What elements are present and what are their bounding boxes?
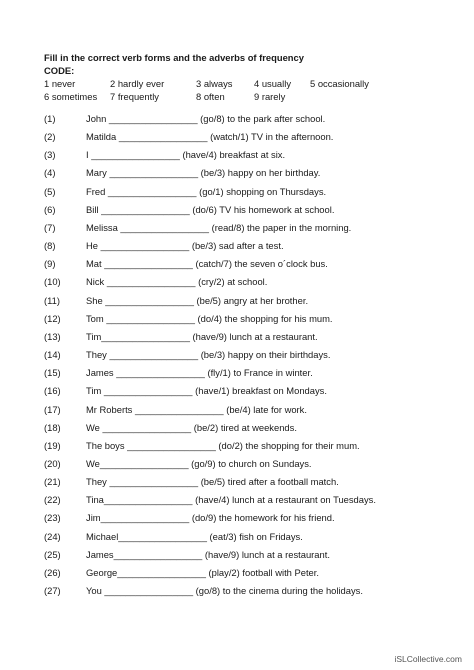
item-sentence: Tim _________________ (have/1) breakfast on Mondays. <box>86 385 327 397</box>
item-number: (13) <box>44 330 61 342</box>
item-sentence: James_________________ (have/9) lunch at a restaurant. <box>86 548 330 560</box>
item-sentence: Tim_________________ (have/9) lunch at a restaurant. <box>86 330 318 342</box>
item-sentence: She _________________ (be/5) angry at her brother. <box>86 294 309 306</box>
item-number: (14) <box>44 349 61 361</box>
item-number: (26) <box>44 566 61 578</box>
item-number: (17) <box>44 403 61 415</box>
item-number: (25) <box>44 548 61 560</box>
code-item: 4 usually <box>254 78 292 89</box>
code-item: 1 never <box>44 78 76 89</box>
item-sentence: Michael_________________ (eat/3) fish on Fridays. <box>86 530 303 542</box>
item-number: (9) <box>44 258 56 270</box>
exercise-item <box>44 130 444 148</box>
code-item: 7 frequently <box>110 91 159 102</box>
item-number: (6) <box>44 203 56 215</box>
item-number: (24) <box>44 530 61 542</box>
code-item: 5 occasionally <box>310 78 369 89</box>
exercise-item <box>44 275 444 293</box>
item-sentence: James _________________ (fly/1) to France in winter. <box>86 367 313 379</box>
code-item: 8 often <box>196 91 225 102</box>
exercise-item <box>44 203 444 221</box>
site-watermark: iSLCollective.com <box>394 654 462 664</box>
item-sentence: Jim_________________ (do/9) the homework for his friend. <box>86 512 335 524</box>
exercise-item <box>44 294 444 312</box>
item-sentence: The boys _________________ (do/2) the shopping for their mum. <box>86 439 360 451</box>
item-sentence: Melissa _________________ (read/8) the paper in the morning. <box>86 221 352 233</box>
exercise-item <box>44 148 444 166</box>
exercise-item <box>44 185 444 203</box>
item-number: (23) <box>44 512 61 524</box>
worksheet <box>44 52 444 597</box>
item-number: (7) <box>44 221 56 233</box>
item-sentence: They _________________ (be/3) happy on their birthdays. <box>86 349 331 361</box>
item-sentence: We _________________ (be/2) tired at weekends. <box>86 421 297 433</box>
item-sentence: Tom _________________ (do/4) the shopping for his mum. <box>86 312 333 324</box>
item-sentence: They _________________ (be/5) tired after a football match. <box>86 476 339 488</box>
exercise-item <box>44 421 444 439</box>
item-sentence: John _________________ (go/8) to the park after school. <box>86 113 326 124</box>
item-sentence: You _________________ (go/8) to the cinema during the holidays. <box>86 585 363 597</box>
item-sentence: Tina_________________ (have/4) lunch at a restaurant on Tuesdays. <box>86 494 376 506</box>
exercise-item <box>44 548 444 566</box>
exercise-item <box>44 366 444 384</box>
item-number: (20) <box>44 457 61 469</box>
exercise-item <box>44 439 444 457</box>
item-sentence: Bill _________________ (do/6) TV his homework at school. <box>86 203 335 215</box>
exercise-item <box>44 530 444 548</box>
exercise-item <box>44 457 444 475</box>
item-sentence: He _________________ (be/3) sad after a test. <box>86 240 284 252</box>
item-number: (10) <box>44 276 61 288</box>
item-number: (16) <box>44 385 61 397</box>
exercise-item <box>44 566 444 584</box>
code-item: 6 sometimes <box>44 91 98 102</box>
item-sentence: Mr Roberts _________________ (be/4) late for work. <box>86 403 307 415</box>
exercise-item <box>44 257 444 275</box>
exercise-item <box>44 221 444 239</box>
worksheet-title: Fill in the correct verb forms and the adverbs of frequency <box>44 52 304 63</box>
exercise-item <box>44 112 444 130</box>
code-item: 9 rarely <box>254 91 286 102</box>
item-sentence: Matilda _________________ (watch/1) TV in the afternoon. <box>86 131 334 143</box>
item-number: (19) <box>44 439 61 451</box>
item-sentence: George_________________ (play/2) football with Peter. <box>86 566 319 578</box>
item-number: (18) <box>44 421 61 433</box>
exercise-list <box>44 112 444 602</box>
item-number: (5) <box>44 185 56 197</box>
code-item: 2 hardly ever <box>110 78 165 89</box>
item-number: (8) <box>44 240 56 252</box>
exercise-item <box>44 511 444 529</box>
exercise-item <box>44 166 444 184</box>
item-sentence: Mary _________________ (be/3) happy on her birthday. <box>86 167 321 179</box>
item-sentence: I _________________ (have/4) breakfast at six. <box>86 149 286 161</box>
item-number: (11) <box>44 294 60 306</box>
item-number: (12) <box>44 312 61 324</box>
code-item: 3 always <box>196 78 233 89</box>
item-sentence: Nick _________________ (cry/2) at school. <box>86 276 268 288</box>
exercise-item <box>44 330 444 348</box>
exercise-item <box>44 403 444 421</box>
exercise-item <box>44 312 444 330</box>
item-number: (2) <box>44 131 56 143</box>
exercise-item <box>44 475 444 493</box>
item-number: (21) <box>44 476 61 488</box>
code-label: CODE: <box>44 65 75 76</box>
item-sentence: Fred _________________ (go/1) shopping on Thursdays. <box>86 185 327 197</box>
exercise-item <box>44 348 444 366</box>
exercise-item <box>44 493 444 511</box>
item-number: (3) <box>44 149 56 161</box>
item-sentence: Mat _________________ (catch/7) the seven o´clock bus. <box>86 258 328 270</box>
item-number: (4) <box>44 167 56 179</box>
item-number: (22) <box>44 494 61 506</box>
item-number: (1) <box>44 113 56 124</box>
exercise-item <box>44 239 444 257</box>
item-sentence: We_________________ (go/9) to church on Sundays. <box>86 457 312 469</box>
code-legend <box>44 77 444 105</box>
item-number: (15) <box>44 367 61 379</box>
item-number: (27) <box>44 585 61 597</box>
exercise-item <box>44 384 444 402</box>
exercise-item <box>44 584 444 602</box>
